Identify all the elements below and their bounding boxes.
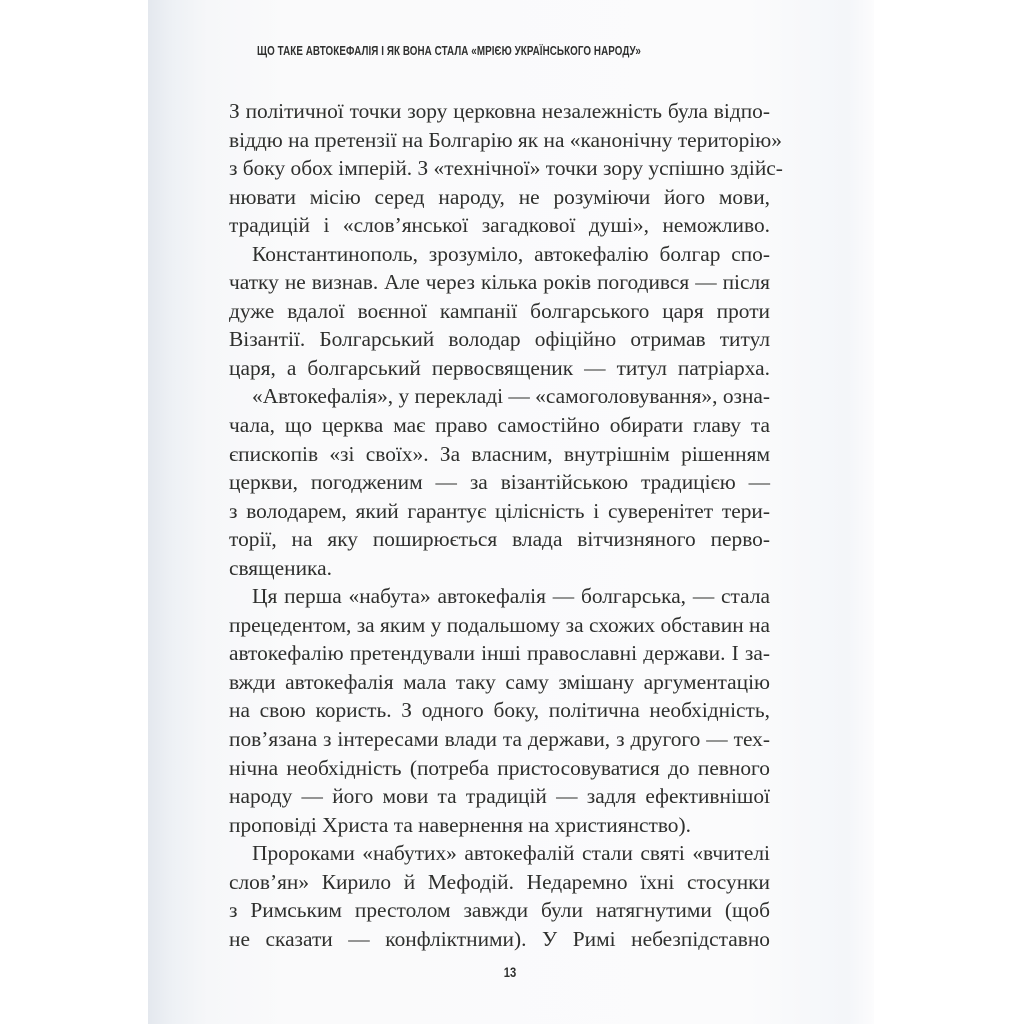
text-line: дуже вдалої воєнної кампанії болгарського царя проти [229,298,770,323]
text-line: царя, а болгарський первосвященик — титул патріарха. [229,355,770,380]
text-line: не сказати — конфліктними). У Римі небезпідставно [229,926,770,951]
text-line: Ця перша «набута» автокефалія — болгарська, — стала [252,584,770,609]
text-line: «Автокефалія», у перекладі — «самоголовування», озна- [252,384,771,409]
text-line: З політичної точки зору церковна незалежність була відпо- [229,99,770,123]
running-head: ЩО ТАКЕ АВТОКЕФАЛІЯ І ЯК ВОНА СТАЛА «МРІЄЮ УКРАЇНСЬКОГО НАРОДУ» [257,44,641,58]
text-line: торії, на яку поширюється влада вітчизняного перво- [229,527,770,552]
text-line: з володарем, який гарантує цілісність і суверенітет тери- [229,498,770,523]
text-line: вжди автокефалія мала таку саму змішану аргументацію [229,669,770,694]
text-line: пов’язана з інтересами влади та держави, з другого — тех- [229,727,770,752]
paragraph [229,240,770,383]
text-line: Візантії. Болгарський володар офіційно отримав титул [229,327,770,352]
text-line: Константинополь, зрозуміло, автокефалію болгар спо- [252,241,770,266]
text-line: прецедентом, за яким у подальшому за схожих обставин на [229,612,770,637]
paragraph [229,97,783,240]
text-line: з боку обох імперій. З «технічної» точки зору успішно здійс- [229,156,783,181]
text-line: автокефалію претендували інші православні держави. І за- [229,641,770,666]
text-line: проповіді Христа та навернення на християнство). [229,812,691,837]
body-text [229,97,783,953]
text-line: на свою користь. З одного боку, політична необхідність, [229,698,770,723]
text-line: слов’ян» Кирило й Мефодій. Недаремно їхні стосунки [229,869,770,894]
text-line: нічна необхідність (потреба пристосовуватися до певного [229,755,770,780]
paragraph [229,382,770,582]
text-line: священика. [229,555,332,580]
paragraph [229,839,770,953]
text-line: Пророками «набутих» автокефалій стали святі «вчителі [252,841,770,866]
text-line: з Римським престолом завжди були натягнутими (щоб [229,898,770,923]
text-line: традицій і «слов’янської загадкової душі», неможливо. [229,213,770,238]
text-line: церкви, погодженим — за візантійською традицією — [229,470,770,495]
paragraph [229,582,770,839]
text-line: єпископів «зі своїх». За власним, внутрішнім рішенням [229,441,770,466]
text-line: нювати місію серед народу, не розуміючи його мови, [229,184,770,209]
text-line: віддю на претензії на Болгарію як на «канонічну територію» [229,127,782,152]
page-number: 13 [503,964,517,980]
text-line: чала, що церква має право самостійно обирати главу та [229,413,770,438]
text-line: народу — його мови та традицій — задля ефективнішої [229,784,770,809]
text-line: чатку не визнав. Але через кілька років погодився — після [229,270,770,295]
